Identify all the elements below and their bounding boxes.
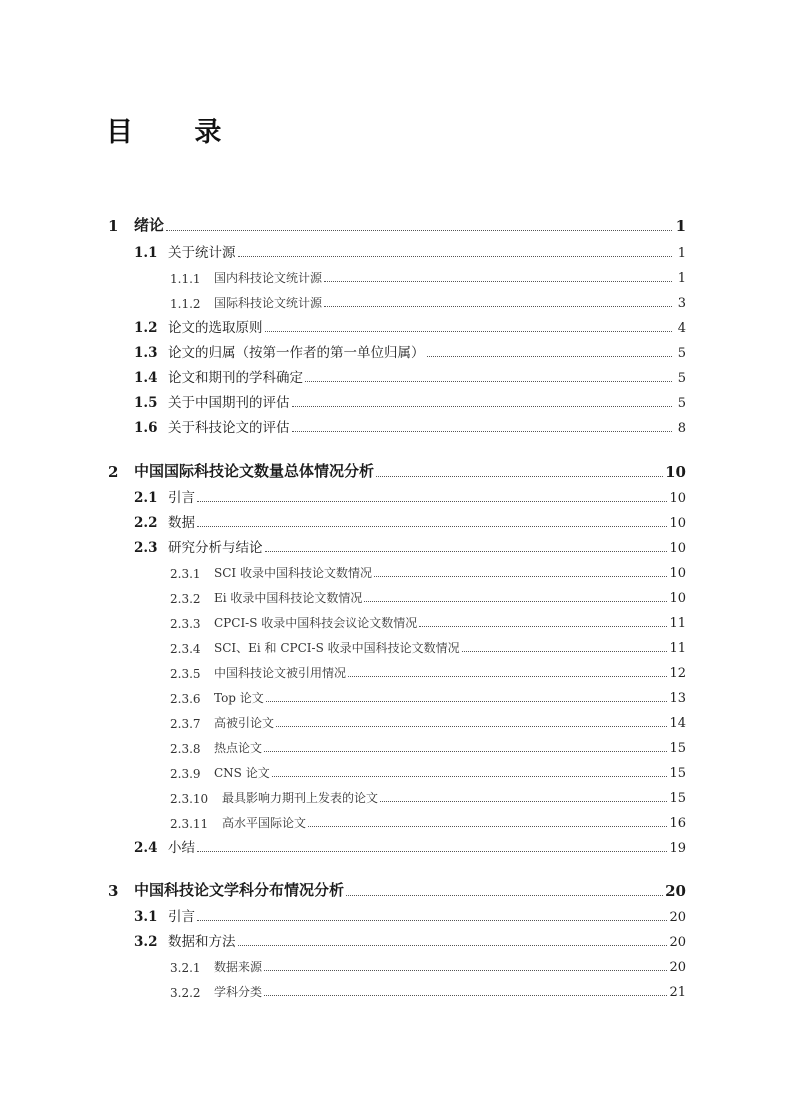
entry-title: 高被引论文 [214, 716, 275, 730]
toc-subsection[interactable] [0, 686, 686, 706]
entry-number: 3.2.2 [170, 986, 201, 1000]
entry-number: 1.1 [134, 245, 158, 261]
entry-page-number: 1 [677, 246, 686, 261]
entry-title: 关于统计源 [168, 245, 236, 261]
dot-leader [292, 405, 673, 407]
dot-leader [197, 850, 667, 852]
toc-subsection[interactable] [0, 266, 686, 286]
toc-section[interactable] [0, 930, 686, 950]
dot-leader [364, 600, 667, 602]
entry-title: 关于科技论文的评估 [168, 420, 290, 436]
entry-page-number: 13 [669, 691, 686, 706]
entry-page-number: 15 [669, 741, 686, 756]
entry-title: 引言 [168, 909, 195, 925]
toc-subsection[interactable] [0, 786, 686, 806]
dot-leader [265, 330, 673, 332]
dot-leader [166, 229, 672, 231]
toc-subsection[interactable] [0, 980, 686, 1000]
entry-page-number: 10 [669, 516, 686, 531]
toc-chapter[interactable] [0, 461, 686, 481]
entry-title: SCI、Ei 和 CPCI-S 收录中国科技论文数情况 [214, 641, 460, 655]
entry-title: Ei 收录中国科技论文数情况 [214, 591, 363, 605]
entry-title: 小结 [168, 840, 195, 856]
entry-number: 3.1 [134, 909, 158, 925]
entry-number: 2.1 [134, 490, 158, 506]
toc-section[interactable] [0, 486, 686, 506]
toc-section[interactable] [0, 536, 686, 556]
toc-subsection[interactable] [0, 561, 686, 581]
entry-title: 论文的选取原则 [168, 320, 263, 336]
entry-number: 2.3.10 [170, 792, 209, 806]
toc-subsection[interactable] [0, 955, 686, 975]
dot-leader [380, 800, 667, 802]
dot-leader [308, 825, 667, 827]
dot-leader [346, 894, 663, 896]
entry-page-number: 15 [669, 766, 686, 781]
entry-number: 2.3.2 [170, 592, 201, 606]
entry-title: Top 论文 [214, 691, 264, 705]
entry-number: 2.3 [134, 540, 158, 556]
dot-leader [197, 500, 667, 502]
entry-number: 2.3.4 [170, 642, 201, 656]
entry-title: CPCI-S 收录中国科技会议论文数情况 [214, 616, 418, 630]
entry-title: 研究分析与结论 [168, 540, 263, 556]
entry-number: 2.3.8 [170, 742, 201, 756]
dot-leader [276, 725, 667, 727]
entry-number: 2.3.1 [170, 567, 201, 581]
entry-number: 1.1.1 [170, 272, 201, 286]
entry-title: 关于中国期刊的评估 [168, 395, 290, 411]
entry-number: 3 [108, 882, 119, 900]
toc-subsection[interactable] [0, 586, 686, 606]
entry-page-number: 8 [677, 421, 686, 436]
entry-page-number: 19 [669, 841, 686, 856]
dot-leader [238, 255, 673, 257]
entry-page-number: 4 [677, 321, 686, 336]
entry-number: 1.1.2 [170, 297, 201, 311]
entry-number: 3.2 [134, 934, 158, 950]
entry-page-number: 5 [677, 346, 686, 361]
entry-page-number: 5 [677, 396, 686, 411]
entry-number: 1.4 [134, 370, 158, 386]
entry-number: 1.6 [134, 420, 158, 436]
dot-leader [272, 775, 668, 777]
dot-leader [197, 525, 667, 527]
toc-section[interactable] [0, 391, 686, 411]
toc-subsection[interactable] [0, 636, 686, 656]
entry-number: 2.3.3 [170, 617, 201, 631]
dot-leader [264, 994, 667, 996]
entry-title: 数据 [168, 515, 195, 531]
entry-page-number: 20 [669, 960, 686, 975]
toc-chapter[interactable] [0, 880, 686, 900]
entry-title: 中国科技论文学科分布情况分析 [134, 881, 345, 899]
dot-leader [292, 430, 673, 432]
entry-page-number: 1 [677, 271, 686, 286]
entry-title: 绪论 [134, 216, 165, 234]
entry-title: 国际科技论文统计源 [214, 296, 323, 310]
dot-leader [264, 969, 667, 971]
entry-page-number: 16 [669, 816, 686, 831]
entry-number: 2.4 [134, 840, 158, 856]
dot-leader [265, 550, 668, 552]
toc-subsection[interactable] [0, 611, 686, 631]
dot-leader [419, 625, 667, 627]
entry-title: 热点论文 [214, 741, 263, 755]
toc-subsection[interactable] [0, 761, 686, 781]
toc-section[interactable] [0, 241, 686, 261]
toc-section[interactable] [0, 316, 686, 336]
dot-leader [238, 944, 668, 946]
entry-page-number: 5 [677, 371, 686, 386]
toc-section[interactable] [0, 905, 686, 925]
dot-leader [264, 750, 667, 752]
entry-title: 论文和期刊的学科确定 [168, 370, 303, 386]
entry-title: 学科分类 [214, 985, 263, 999]
dot-leader [324, 280, 672, 282]
entry-page-number: 11 [669, 641, 686, 656]
entry-number: 2.3.7 [170, 717, 201, 731]
entry-title: 数据和方法 [168, 934, 236, 950]
dot-leader [462, 650, 668, 652]
entry-number: 1.5 [134, 395, 158, 411]
toc-section[interactable] [0, 366, 686, 386]
entry-page-number: 10 [669, 541, 686, 556]
entry-page-number: 12 [669, 666, 686, 681]
entry-title: 论文的归属（按第一作者的第一单位归属） [168, 345, 425, 361]
entry-number: 1.2 [134, 320, 158, 336]
entry-number: 2.3.5 [170, 667, 201, 681]
dot-leader [324, 305, 672, 307]
entry-title: 数据来源 [214, 960, 263, 974]
dot-leader [376, 475, 663, 477]
entry-page-number: 10 [665, 463, 686, 481]
entry-page-number: 15 [669, 791, 686, 806]
dot-leader [305, 380, 672, 382]
toc-subsection[interactable] [0, 661, 686, 681]
entry-title: 最具影响力期刊上发表的论文 [222, 791, 379, 805]
dot-leader [427, 355, 673, 357]
entry-page-number: 20 [665, 882, 686, 900]
toc-subsection[interactable] [0, 811, 686, 831]
entry-title: 中国国际科技论文数量总体情况分析 [134, 462, 375, 480]
entry-title: SCI 收录中国科技论文数情况 [214, 566, 372, 580]
entry-page-number: 20 [669, 935, 686, 950]
toc-subsection[interactable] [0, 711, 686, 731]
entry-page-number: 10 [669, 566, 686, 581]
entry-number: 3.2.1 [170, 961, 201, 975]
toc-section[interactable] [0, 511, 686, 531]
entry-title: 国内科技论文统计源 [214, 271, 323, 285]
entry-page-number: 10 [669, 491, 686, 506]
dot-leader [374, 575, 667, 577]
entry-number: 1 [108, 217, 119, 235]
entry-page-number: 20 [669, 910, 686, 925]
entry-title: 中国科技论文被引用情况 [214, 666, 347, 680]
page-title: 目 录 [106, 117, 248, 148]
entry-page-number: 14 [669, 716, 686, 731]
entry-number: 1.3 [134, 345, 158, 361]
toc-subsection[interactable] [0, 736, 686, 756]
entry-title: 高水平国际论文 [222, 816, 307, 830]
entry-number: 2.3.6 [170, 692, 201, 706]
toc-chapter[interactable] [0, 215, 686, 235]
dot-leader [197, 919, 667, 921]
entry-page-number: 10 [669, 591, 686, 606]
toc-section[interactable] [0, 416, 686, 436]
entry-number: 2.3.9 [170, 767, 201, 781]
entry-number: 2 [108, 463, 119, 481]
dot-leader [266, 700, 668, 702]
entry-title: 引言 [168, 490, 195, 506]
entry-page-number: 1 [675, 217, 686, 235]
entry-title: CNS 论文 [214, 766, 270, 780]
toc-section[interactable] [0, 836, 686, 856]
dot-leader [348, 675, 667, 677]
entry-page-number: 3 [677, 296, 686, 311]
entry-number: 2.2 [134, 515, 158, 531]
toc-section[interactable] [0, 341, 686, 361]
entry-number: 2.3.11 [170, 817, 209, 831]
entry-page-number: 21 [669, 985, 686, 1000]
entry-page-number: 11 [669, 616, 686, 631]
toc-subsection[interactable] [0, 291, 686, 311]
